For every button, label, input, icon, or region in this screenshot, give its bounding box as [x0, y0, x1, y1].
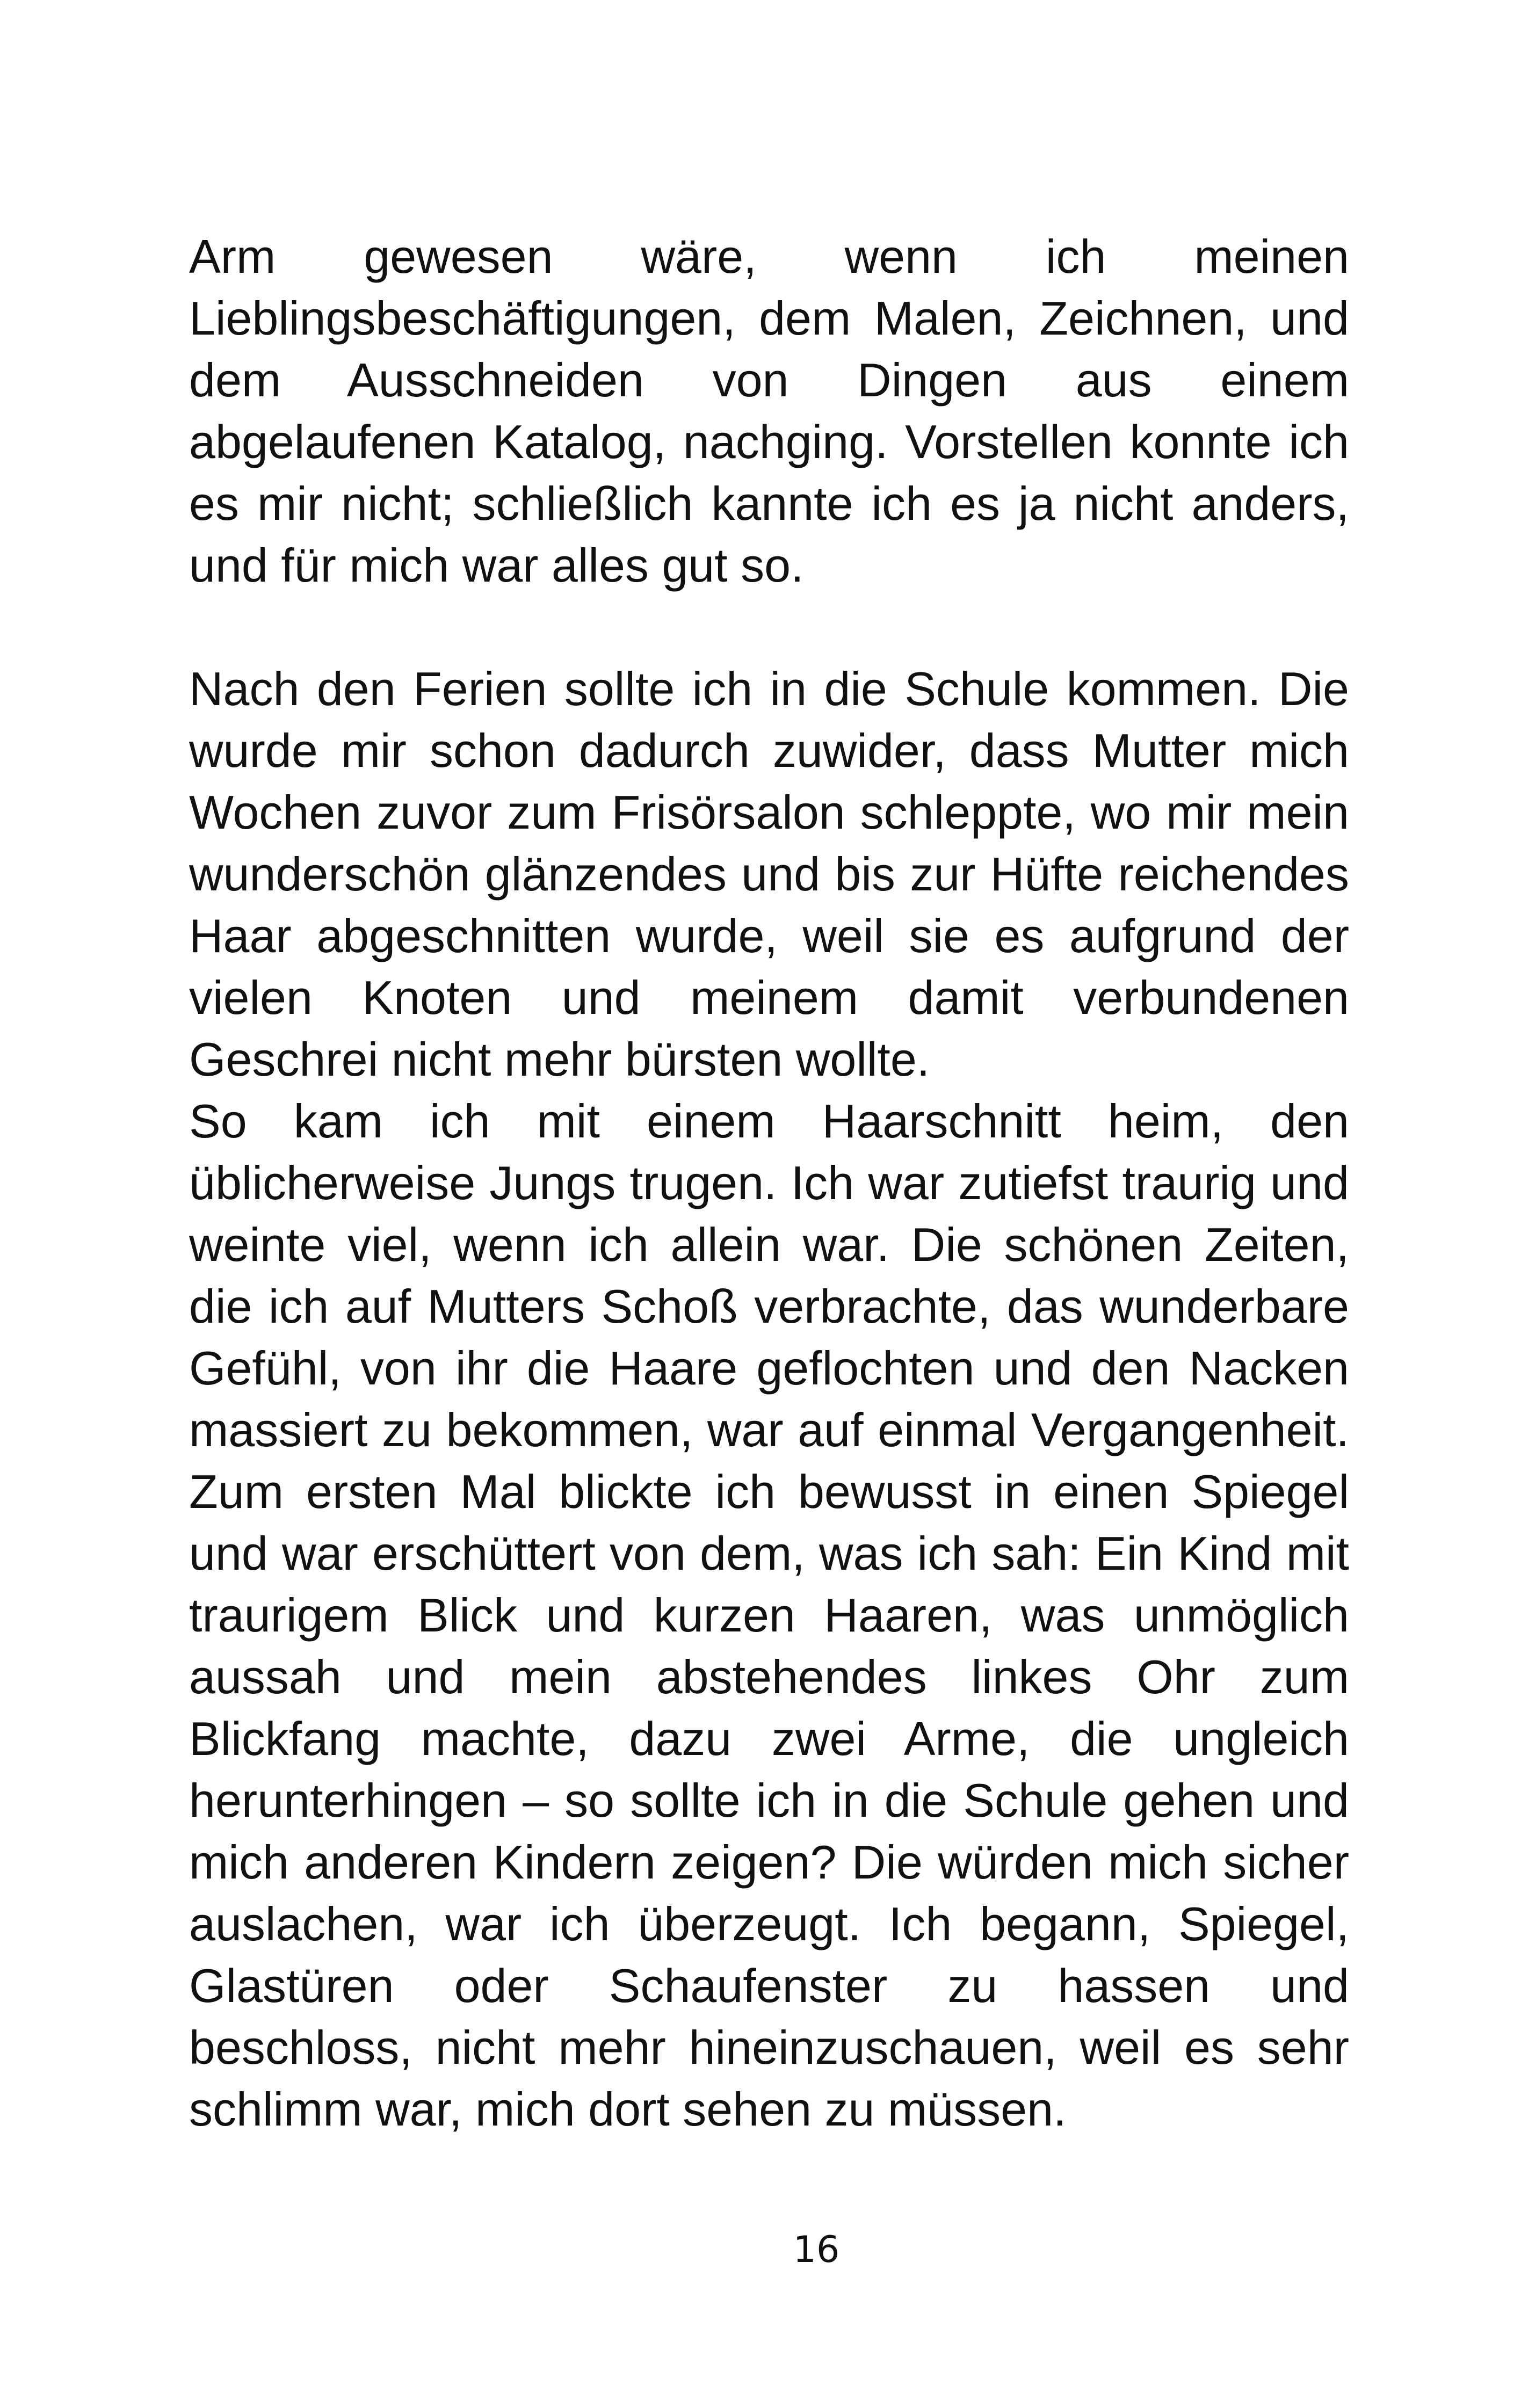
- paragraph-text: Nach den Ferien sollte ich in die Schule kommen. Die wurde mir schon dadurch zuwider, dass Mutter mich Wochen zuvor zum Frisörsalon schleppte, wo mir mein wunderschön glänzendes und bis zur Hüfte reichendes Haar abgeschnitten wurde, weil sie es aufgrund der vielen Knoten und meinem damit verbundenen Geschrei nicht mehr bürsten wollte.: [189, 662, 1349, 1086]
- paragraph-3: [189, 1090, 1349, 2140]
- paragraph-2: [189, 658, 1349, 1090]
- page-number: 16: [793, 2229, 840, 2271]
- paragraph-1: [189, 226, 1349, 596]
- paragraph-text: So kam ich mit einem Haarschnitt heim, den üblicherweise Jungs trugen. Ich war zutiefst traurig und weinte viel, wenn ich allein war. Die schönen Zeiten, die ich auf Mutters Schoß verbrachte, das wunderbare Gefühl, von ihr die Haare geflochten und den Nacken massiert zu bekommen, war auf einmal Vergangenheit. Zum ersten Mal blickte ich bewusst in einen Spiegel und war erschüttert von dem, was ich sah: Ein Kind mit traurigem Blick und kurzen Haaren, was unmöglich aussah und mein abstehendes linkes Ohr zum Blickfang machte, dazu zwei Arme, die ungleich herunterhingen – so sollte ich in die Schule gehen und mich anderen Kindern zeigen? Die würden mich sicher auslachen, war ich überzeugt. Ich begann, Spiegel, Glastüren oder Schaufenster zu hassen und beschloss, nicht mehr hineinzuschauen, weil es sehr schlimm war, mich dort sehen zu müssen.: [189, 1094, 1349, 2136]
- paragraph-text: Arm gewesen wäre, wenn ich meinen Lieblingsbeschäftigungen, dem Malen, Zeichnen, und dem Ausschneiden von Dingen aus einem abgelaufenen Katalog, nachging. Vorstellen konnte ich es mir nicht; schließlich kannte ich es ja nicht anders, und für mich war alles gut so.: [189, 230, 1349, 592]
